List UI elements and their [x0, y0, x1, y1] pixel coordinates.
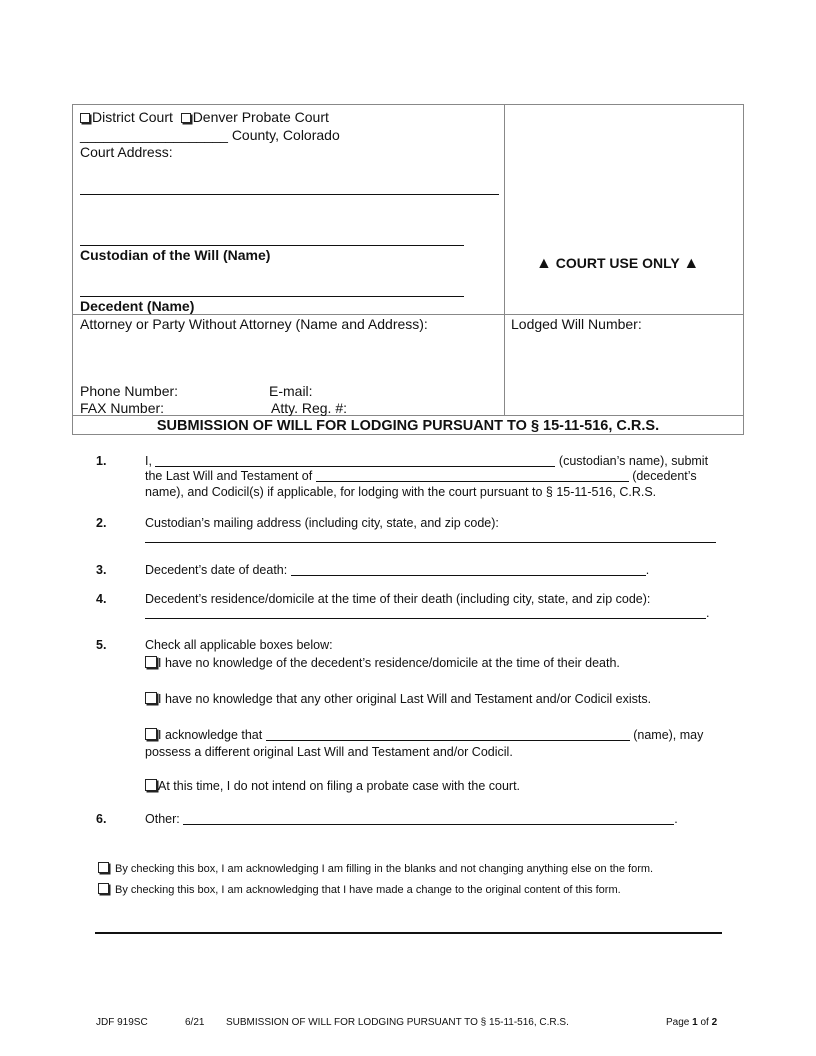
item-3-line	[145, 563, 649, 577]
item-1-line-2	[145, 469, 697, 483]
item-2-text: Custodian’s mailing address (including city, state, and zip code):	[145, 516, 499, 530]
option-text: I have no knowledge of the decedent’s residence/domicile at the time of their death.	[158, 656, 620, 670]
no-other-will-checkbox[interactable]	[145, 692, 157, 704]
item-5-option-d	[145, 779, 520, 793]
up-arrow-icon: ▲	[536, 255, 552, 272]
ack-fill-blanks-checkbox[interactable]	[98, 862, 109, 873]
custodian-name-line[interactable]	[80, 245, 464, 246]
up-arrow-icon: ▲	[683, 255, 700, 272]
footer-form-id: JDF 919SC	[96, 1017, 148, 1028]
court-type-row	[80, 109, 329, 125]
custodian-name-blank[interactable]	[155, 455, 555, 467]
item-number: 6.	[96, 812, 107, 826]
lodged-will-label: Lodged Will Number:	[511, 316, 642, 332]
caption-divider	[504, 314, 744, 315]
option-text: (name), may	[633, 728, 704, 742]
item-number: 5.	[96, 638, 107, 652]
form-title: SUBMISSION OF WILL FOR LODGING PURSUANT TO § 15-11-516, C.R.S.	[156, 418, 660, 434]
no-residence-knowledge-checkbox[interactable]	[145, 656, 157, 668]
decedent-name-blank[interactable]	[316, 470, 629, 482]
caption-divider	[73, 415, 743, 416]
footer-page	[666, 1017, 717, 1028]
item-number: 4.	[96, 592, 107, 606]
acknowledge-other-will-checkbox[interactable]	[145, 728, 157, 740]
item-1-text: (decedent’s	[632, 469, 697, 483]
denver-probate-checkbox[interactable]	[181, 113, 191, 123]
footer-date: 6/21	[185, 1017, 205, 1028]
option-text: I acknowledge that	[158, 728, 263, 742]
option-text: At this time, I do not intend on filing a probate case with the court.	[158, 779, 521, 793]
decedent-label: Decedent (Name)	[80, 298, 195, 314]
item-5-text: Check all applicable boxes below:	[145, 638, 333, 652]
page-label: Page	[666, 1017, 690, 1028]
section-divider	[95, 932, 722, 934]
court-address-line[interactable]	[80, 194, 499, 195]
item-1-text: (custodian’s name), submit	[558, 454, 709, 468]
item-1-line-3: name), and Codicil(s) if applicable, for lodging with the court pursuant to § 15-11-516, C.R.S.	[145, 485, 657, 499]
residence-blank[interactable]	[145, 607, 706, 619]
page-number: 1	[692, 1017, 698, 1028]
caption-divider	[73, 314, 504, 315]
mailing-address-blank[interactable]	[145, 542, 716, 543]
item-5-option-b	[145, 692, 651, 706]
county-line[interactable]: ___________________ County, Colorado	[80, 127, 340, 143]
period: .	[706, 606, 710, 620]
no-probate-case-checkbox[interactable]	[145, 779, 157, 791]
attorney-label: Attorney or Party Without Attorney (Name and Address):	[80, 316, 428, 332]
district-court-checkbox[interactable]	[80, 113, 90, 123]
item-1-text: I,	[145, 454, 152, 468]
other-holder-name-blank[interactable]	[266, 729, 630, 741]
caption-divider	[504, 105, 505, 415]
item-6-line	[145, 812, 678, 826]
item-4-text: Decedent’s residence/domicile at the time of their death (including city, state, and zip code):	[145, 592, 651, 606]
district-court-label: District Court	[92, 109, 173, 125]
court-use-only	[536, 255, 699, 273]
period: .	[645, 563, 650, 577]
phone-label: Phone Number:	[80, 383, 179, 399]
ack-row-1	[98, 862, 653, 875]
other-blank[interactable]	[183, 813, 674, 825]
item-5-option-c-cont: possess a different original Last Will and Testament and/or Codicil.	[145, 745, 513, 759]
item-5-option-a	[145, 656, 620, 670]
email-label: E-mail:	[269, 383, 313, 399]
option-text: I have no knowledge that any other original Last Will and Testament and/or Codicil exists.	[158, 692, 652, 706]
period: .	[674, 812, 678, 826]
fax-label: FAX Number:	[80, 400, 165, 416]
date-of-death-blank[interactable]	[291, 564, 646, 576]
page-total: 2	[711, 1017, 718, 1028]
item-3-text: Decedent’s date of death:	[145, 563, 288, 577]
court-caption-box	[72, 104, 744, 435]
item-1-line-1	[145, 454, 708, 468]
custodian-label: Custodian of the Will (Name)	[80, 247, 271, 263]
item-number: 1.	[96, 454, 107, 468]
of-label: of	[700, 1017, 709, 1028]
item-4-line	[145, 606, 709, 620]
court-address-label: Court Address:	[80, 144, 173, 160]
footer-title: SUBMISSION OF WILL FOR LODGING PURSUANT TO § 15-11-516, C.R.S.	[226, 1017, 569, 1028]
item-number: 2.	[96, 516, 107, 530]
atty-reg-label: Atty. Reg. #:	[271, 400, 347, 416]
ack-row-2	[98, 883, 621, 896]
ack-changed-form-checkbox[interactable]	[98, 883, 109, 894]
ack-text: By checking this box, I am acknowledging that I have made a change to the original content of this form.	[115, 884, 621, 896]
decedent-name-line[interactable]	[80, 296, 464, 297]
denver-probate-label: Denver Probate Court	[192, 109, 329, 125]
item-1-text: the Last Will and Testament of	[145, 469, 313, 483]
item-number: 3.	[96, 563, 107, 577]
court-use-only-label: COURT USE ONLY	[555, 255, 680, 271]
item-5-option-c	[145, 728, 703, 742]
item-6-text: Other:	[145, 812, 180, 826]
ack-text: By checking this box, I am acknowledging I am filling in the blanks and not changing anything else on the form.	[115, 863, 654, 875]
